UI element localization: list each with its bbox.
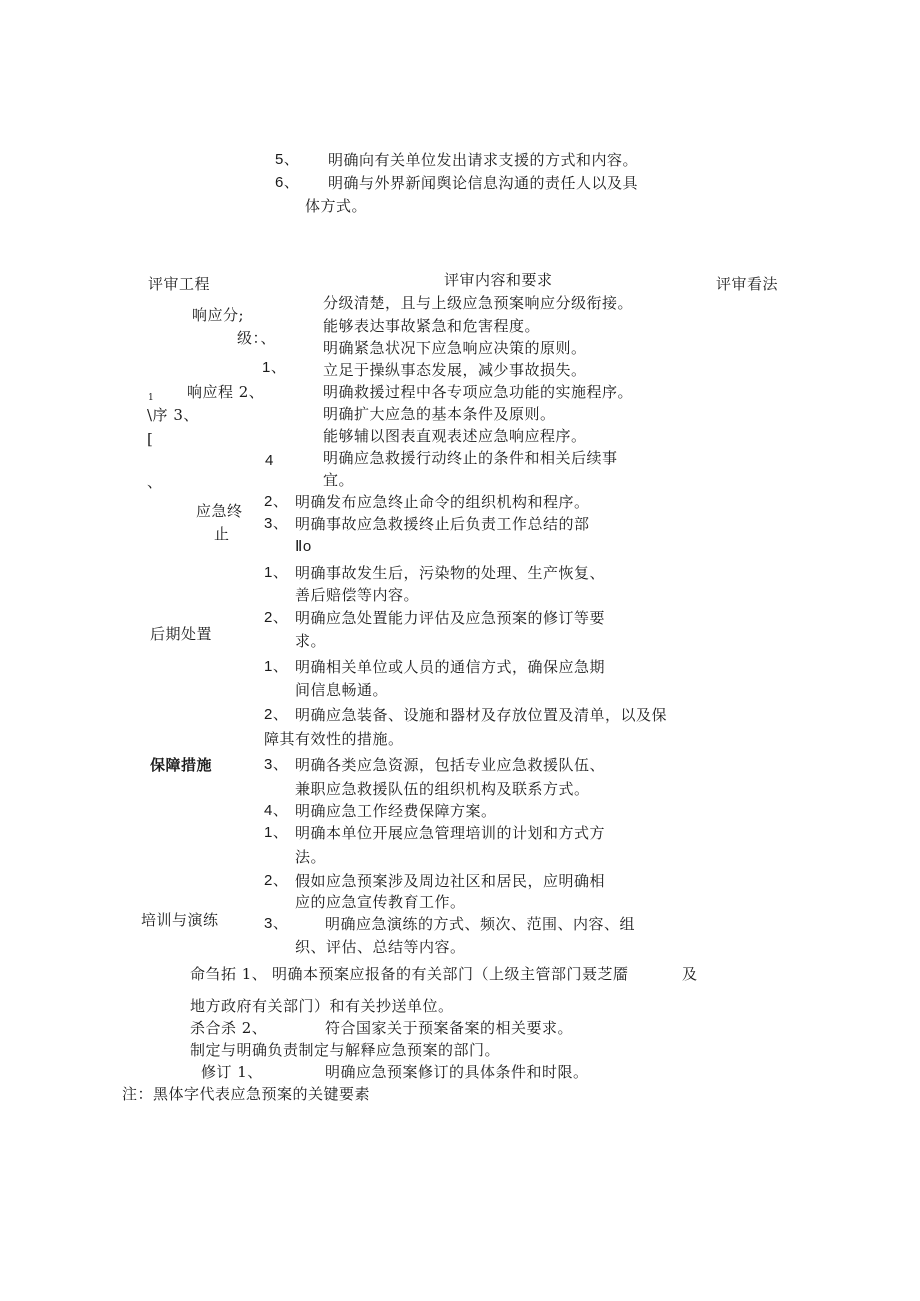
safeguard-item: 明确相关单位或人员的通信方式，确保应急期 (295, 658, 606, 676)
safeguard-item-cont: 障其有效性的措施。 (264, 730, 404, 748)
training-label: 培训与演练 (141, 911, 219, 929)
footnote: 注：黑体字代表应急预案的关键要素 (122, 1085, 371, 1103)
footer-line1-text: 明确本预案应报备的有关部门（上级主管部门聂芝靥 (272, 965, 629, 983)
training-num: 3、 (264, 915, 289, 932)
safeguard-label: 保障措施 (150, 756, 213, 774)
footer-line1-tail: 及 (682, 965, 698, 983)
aftermath-item-cont: 求。 (295, 632, 327, 650)
aftermath-label: 后期处置 (150, 625, 213, 643)
response-item: 明确紧急状况下应急响应决策的原则。 (323, 339, 587, 357)
training-num: 2、 (264, 872, 289, 889)
response-item: 宜。 (323, 471, 355, 489)
training-num: 1、 (264, 824, 289, 841)
response-item: 明确扩大应急的基本条件及原则。 (323, 405, 556, 423)
response-label-a: 响应分; (192, 306, 245, 324)
response-item: 能够表达事故紧急和危害程度。 (323, 317, 541, 335)
response-comma-mark: 、 (147, 473, 163, 491)
intro-item-6-cont: 体方式。 (305, 197, 368, 215)
termination-item: 明确发布应急终止命令的组织机构和程序。 (295, 493, 590, 511)
training-item-cont: 应的应急宣传教育工作。 (295, 893, 466, 911)
termination-item: 明确事故应急救援终止后负责工作总结的部 (295, 515, 590, 533)
safeguard-item: 明确各类应急资源，包括专业应急救援队伍、 (295, 756, 606, 774)
safeguard-item: 明确应急工作经费保障方案。 (295, 802, 497, 820)
termination-num: 2、 (264, 493, 289, 510)
response-seq-mark: \序 3、 (147, 406, 199, 424)
footer-line2: 地方政府有关部门）和有关抄送单位。 (190, 997, 454, 1015)
safeguard-num: 4、 (264, 802, 289, 819)
safeguard-item: 明确应急装备、设施和器材及存放位置及清单，以及保 (295, 706, 668, 724)
training-item-cont: 法。 (295, 848, 327, 866)
response-label-b: 级：、 (237, 329, 277, 347)
response-mark-1: 1、 (262, 359, 287, 376)
response-item: 分级清楚，且与上级应急预案响应分级衔接。 (323, 294, 634, 312)
footer-line4: 制定与明确负责制定与解释应急预案的部门。 (190, 1041, 501, 1059)
response-program-label: 响应程 2、 (187, 383, 265, 401)
safeguard-num: 1、 (264, 658, 289, 675)
response-item: 立足于操纵事态发展，减少事故损失。 (323, 361, 587, 379)
footer-line5-label: 修订 1、 (201, 1063, 263, 1081)
response-mark-tiny: 1 (148, 393, 155, 403)
aftermath-item-cont: 善后赔偿等内容。 (295, 586, 420, 604)
aftermath-item: 明确应急处置能力评估及应急预案的修订等要 (295, 609, 606, 627)
safeguard-item-cont: 兼职应急救援队伍的组织机构及联系方式。 (295, 780, 590, 798)
intro-item-5: 明确向有关单位发出请求支援的方式和内容。 (328, 151, 639, 169)
aftermath-item: 明确事故发生后，污染物的处理、生产恢复、 (295, 564, 606, 582)
footer-line3-text: 符合国家关于预案备案的相关要求。 (325, 1019, 574, 1037)
header-review-opinion: 评审看法 (716, 275, 779, 293)
aftermath-num: 1、 (264, 564, 289, 581)
response-item: 明确应急救援行动终止的条件和相关后续事 (323, 449, 618, 467)
safeguard-num: 2、 (264, 706, 289, 723)
response-item: 明确救援过程中各专项应急功能的实施程序。 (323, 383, 634, 401)
training-item-cont: 织、评估、总结等内容。 (295, 938, 466, 956)
safeguard-item-cont: 间信息畅通。 (295, 681, 389, 699)
intro-num-5: 5、 (275, 151, 300, 168)
intro-item-6: 明确与外界新闻舆论信息沟通的责任人以及具 (328, 174, 639, 192)
intro-num-6: 6、 (275, 174, 300, 191)
training-item: 假如应急预案涉及周边社区和居民，应明确相 (295, 872, 606, 890)
header-review-item: 评审工程 (148, 275, 211, 293)
termination-num: 3、 (264, 515, 289, 532)
response-bracket-mark: [ (147, 430, 154, 448)
header-review-content: 评审内容和要求 (444, 271, 553, 289)
footer-line3-label: 杀合杀 2、 (190, 1019, 268, 1037)
training-item: 明确本单位开展应急管理培训的计划和方式方 (295, 824, 606, 842)
training-item: 明确应急演练的方式、频次、范围、内容、组 (325, 915, 636, 933)
response-item: 能够辅以图表直观表述应急响应程序。 (323, 427, 587, 445)
response-mark-4: 4 (265, 452, 274, 469)
footer-line1-label: 命刍拓 1、 (190, 965, 268, 983)
termination-item-cont: Ⅱo (295, 538, 312, 555)
aftermath-num: 2、 (264, 609, 289, 626)
termination-label-b: 止 (214, 525, 230, 543)
safeguard-num: 3、 (264, 756, 289, 773)
termination-label-a: 应急终 (196, 502, 243, 520)
footer-line5-text: 明确应急预案修订的具体条件和时限。 (325, 1063, 589, 1081)
